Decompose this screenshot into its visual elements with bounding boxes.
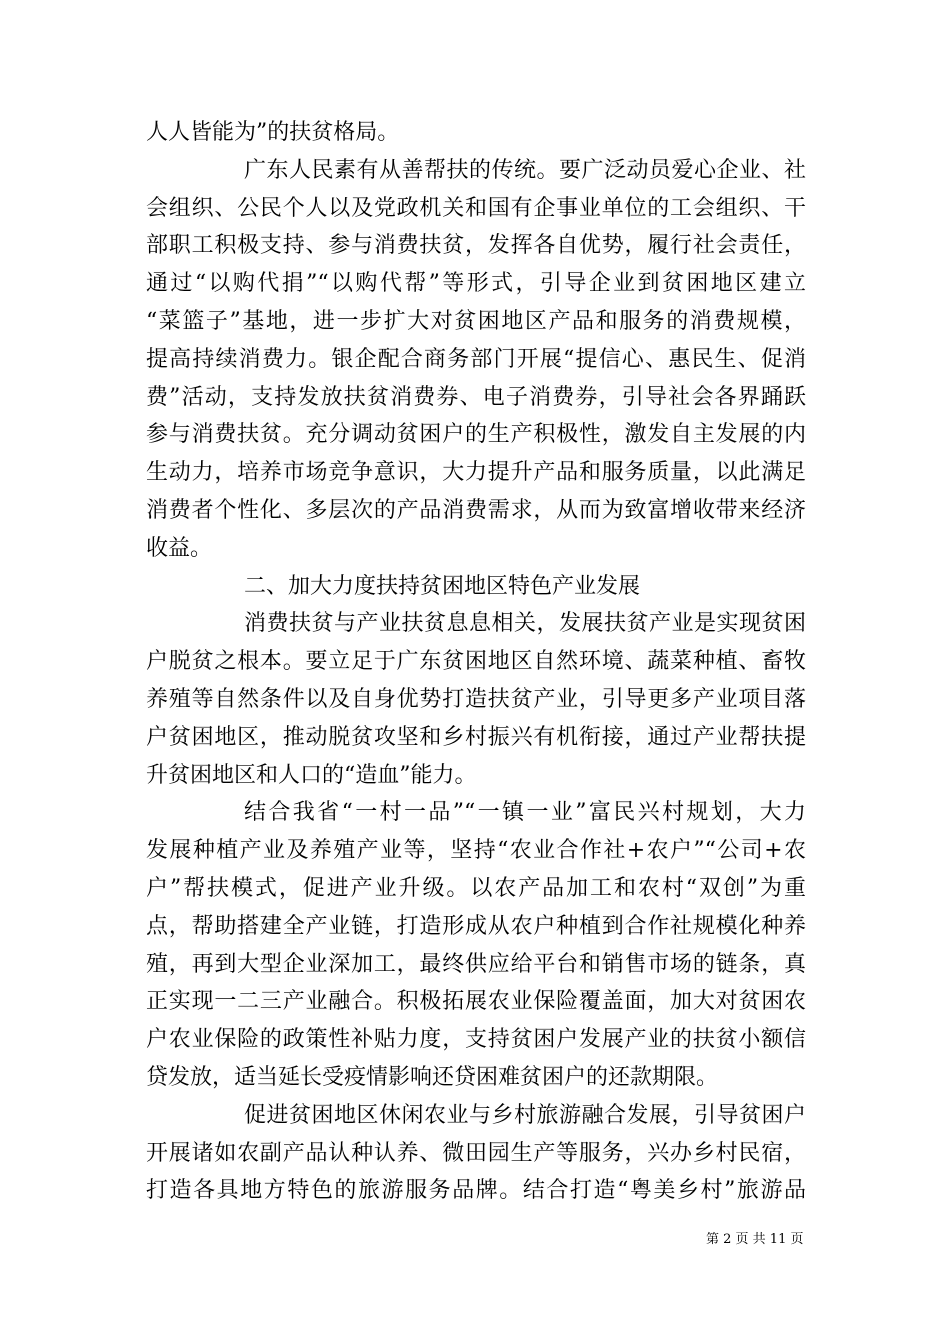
text-line: “菜篮子”基地，进一步扩大对贫困地区产品和服务的消费规模， xyxy=(146,308,806,334)
text-line: 通过“以购代捐”“以购代帮”等形式，引导企业到贫困地区建立 xyxy=(146,271,806,297)
section-heading: 二、加大力度扶持贫困地区特色产业发展 xyxy=(244,573,641,599)
text-line: 养殖等自然条件以及自身优势打造扶贫产业，引导更多产业项目落 xyxy=(146,686,806,712)
text-line: 费”活动，支持发放扶贫消费券、电子消费券，引导社会各界踊跃 xyxy=(146,384,806,410)
text-line: 户脱贫之根本。要立足于广东贫困地区自然环境、蔬菜种植、畜牧 xyxy=(146,649,806,675)
text-line: 殖，再到大型企业深加工，最终供应给平台和销售市场的链条，真 xyxy=(146,951,806,977)
text-line: 户”帮扶模式，促进产业升级。以农产品加工和农村“双创”为重 xyxy=(146,875,806,901)
text-line: 部职工积极支持、参与消费扶贫，发挥各自优势，履行社会责任， xyxy=(146,233,806,259)
page-number: 第 2 页 共 11 页 xyxy=(706,1232,804,1247)
text-line: 开展诸如农副产品认种认养、微田园生产等服务，兴办乡村民宿， xyxy=(146,1140,806,1166)
text-line: 提高持续消费力。银企配合商务部门开展“提信心、惠民生、促消 xyxy=(146,346,806,372)
text-line: 广东人民素有从善帮扶的传统。要广泛动员爱心企业、社 xyxy=(244,157,806,183)
text-line: 点，帮助搭建全产业链，打造形成从农户种植到合作社规模化种养 xyxy=(146,913,806,939)
text-line: 促进贫困地区休闲农业与乡村旅游融合发展，引导贫困户 xyxy=(244,1102,806,1128)
text-line: 参与消费扶贫。充分调动贫困户的生产积极性，激发自主发展的内 xyxy=(146,422,806,448)
text-line: 户农业保险的政策性补贴力度，支持贫困户发展产业的扶贫小额信 xyxy=(146,1027,806,1053)
text-line: 消费扶贫与产业扶贫息息相关，发展扶贫产业是实现贫困 xyxy=(244,611,806,637)
text-line: 生动力，培养市场竞争意识，大力提升产品和服务质量，以此满足 xyxy=(146,460,806,486)
text-line: 户贫困地区，推动脱贫攻坚和乡村振兴有机衔接，通过产业帮扶提 xyxy=(146,724,806,750)
text-line: 人人皆能为”的扶贫格局。 xyxy=(146,120,400,145)
text-line: 收益。 xyxy=(146,535,213,561)
text-line: 正实现一二三产业融合。积极拓展农业保险覆盖面，加大对贫困农 xyxy=(146,989,806,1015)
text-line: 升贫困地区和人口的“造血”能力。 xyxy=(146,762,477,788)
text-line: 消费者个性化、多层次的产品消费需求，从而为致富增收带来经济 xyxy=(146,497,806,523)
text-line: 结合我省“一村一品”“一镇一业”富民兴村规划，大力 xyxy=(244,800,806,826)
text-line: 打造各具地方特色的旅游服务品牌。结合打造“粤美乡村”旅游品 xyxy=(146,1178,806,1204)
text-line: 贷发放，适当延长受疫情影响还贷困难贫困户的还款期限。 xyxy=(146,1064,719,1090)
text-line: 发展种植产业及养殖产业等，坚持“农业合作社+农户”“公司+农 xyxy=(146,838,806,864)
document-body xyxy=(146,114,806,1210)
text-line: 会组织、公民个人以及党政机关和国有企事业单位的工会组织、干 xyxy=(146,195,806,221)
